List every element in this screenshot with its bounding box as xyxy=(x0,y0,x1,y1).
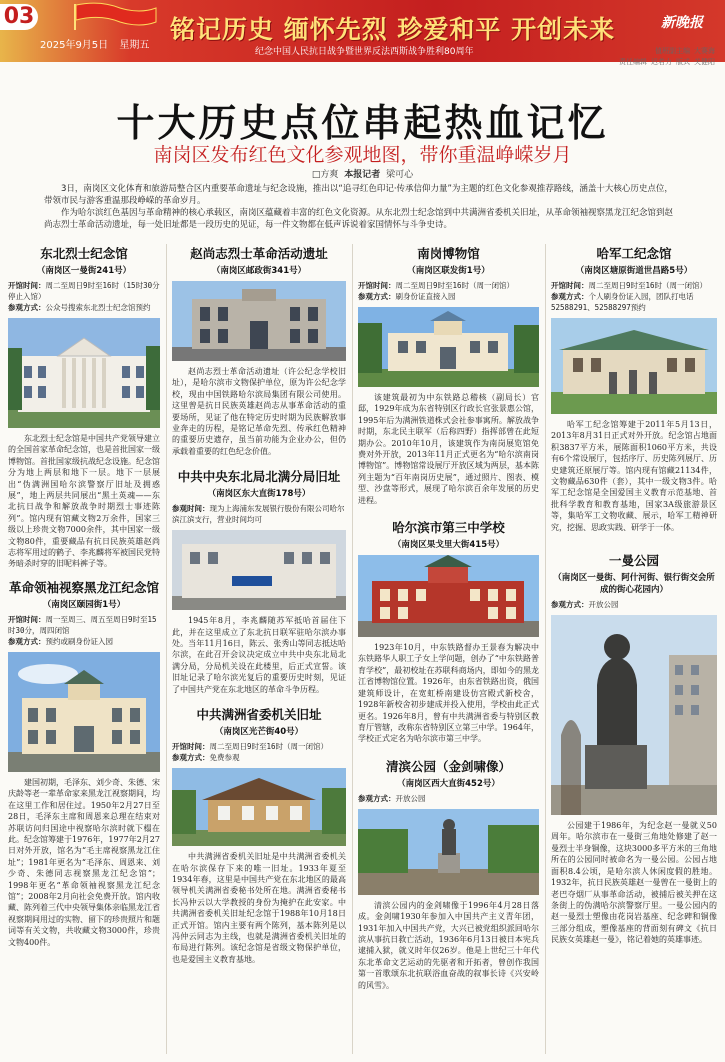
slogan: 铭记历史 缅怀先烈 珍爱和平 开创未来 xyxy=(170,15,616,44)
column-divider xyxy=(352,244,353,1054)
column-4 xyxy=(551,244,717,946)
site-block: 哈军工纪念馆 （南岗区塘原街道世昌路5号） 开馆时间：周二至周日9时至16时（周一闭馆） 参观方式：个人刷身份证入园，团队打电话52588291、52588297预约 哈军工纪念馆筹建于2011年5月13日，2013年8月31日正式对外开放。纪念馆占地面积3837平方米，展陈面积1060平方米，共设有6个常设展厅，包括序厅、历史陈列展厅、历史建筑还原展厅等。馆内现有馆藏21134件，文物藏品630件（套），其中一级文物3件。哈军工纪念馆是全国爱国主义教育示范基地、首批科学教育和教育基地，国家3A级旅游景区等，集哈军工文物收藏、展示，哈军工精神研究，挖掘、思政实践、研学于一体。 xyxy=(551,246,717,532)
committee-house-photo xyxy=(172,768,346,846)
nangang-museum-photo xyxy=(358,307,539,387)
newspaper-logo: 新晚报 xyxy=(661,15,703,31)
column-1 xyxy=(8,244,160,948)
column-2 xyxy=(172,244,346,965)
site-block: 一曼公园 （南岗区一曼街、阿什河街、银行街交会所成的街心花园内） 参观方式：开放公园 公园建于1986年，为纪念赵一曼就义50周年。哈尔滨市在一曼街三角地处修建了赵一曼烈士半身铜像，这块3000多平方米的三角地所在的公园同时被命名为一曼公园。公园占地面积8.4公顷，是哈尔滨人休闲度假的胜地。1932年，抗日民族英雄赵一曼曾在一曼街上的老巴夺烟厂从事革命活动，被捕后被关押在这条街上的伪满哈尔滨警察厅里。一曼公园内的赵一曼烈士塑像由花岗岩基座、纪念碑和铜像三部分组成，塑像基座的背面刻有碑文《抗日民族女英雄赵一曼》，铭记着她的英雄事迹。 xyxy=(551,553,717,945)
statue-park-photo xyxy=(358,809,539,895)
article-title: 十大历史点位串起热血记忆 xyxy=(116,101,609,145)
site-block: 赵尚志烈士革命活动遗址 （南岗区邮政街341号） 赵尚志烈士革命活动遗址（许公纪念学校旧址），是哈尔滨市文物保护单位，原为许公纪念学校，现由中国铁路哈尔滨局集团有限公司使用。这里曾是抗日民族英雄赵尚志从事革命活动的重要场所，见证了他在特定历史时期为民族解放事业奔走的历程，是铭记革命先烈、传承红色精神的重要历史遗存，虽当前功能为企业办公，但仍承载着重要的红色纪念价值。 xyxy=(172,246,346,456)
yiman-statue-photo xyxy=(551,615,717,815)
military-academy-photo xyxy=(551,318,717,414)
site-block: 清滨公园（金剑啸像） （南岗区西大直街452号） 参观方式：开放公园 清滨公园内的金剑啸像于1996年4月28日落成。金剑啸1930年参加入中国共产主义青年团，1931年加入中国共产党，大兴已被党组织派回哈尔滨从事抗日救亡活动，1936年6月13日被日本宪兵逮捕入狱，就义时年仅26岁。他是上世纪三十年代东北革命文艺运动的先驱者和开拓者，曾创作我国第一首歌颂东北抗联浴血奋战的叙事长诗《兴安岭的风雪》。 xyxy=(358,758,539,990)
third-middle-school-photo xyxy=(358,555,539,637)
flag-icon xyxy=(70,2,160,32)
site-block: 中共中央东北局北满分局旧址 （南岗区东大直街178号） 参观时间：现为上海浦东发展银行股份有限公司哈尔滨江滨支行，营业时间均可 1945年8月，李兆麟随苏军抵哈首届住下此，并在这里成立了东北抗日联军驻哈尔滨办事处。当年11月16日，陈云、张秀山等同志抵达哈尔滨，在此召开会议决定成立中共中央东北局北满分局，分局机关设在此楼里，后正式宣誓。该旧址记录了哈尔滨光复后的重要历史时刻，见证了中国共产党在东北地区的革命斗争历程。 xyxy=(172,469,346,694)
editors: 值班副主编 大赛海 责任编辑 迟若力 版式 关健阳 xyxy=(619,47,715,66)
column-3 xyxy=(358,244,539,991)
page-number: 03 xyxy=(0,4,38,30)
site-block: 南岗博物馆 （南岗区联发街1号） 开馆时间：周二至周日9时至16时（周一闭馆） 参观方式：刷身份证直接入园 该建筑最初为中东铁路总稽核（副局长）官邸，1929年成为东省特别区行政长官张景惠公馆，1995年后为满洲铁道株式会社参事寓所。解放战争时期，东北民主联军（后称四野）指挥部曾在此短期办公。2010年10月，该建筑作为南岗展览馆免费对外开放，2013年11月正式更名为“哈尔滨南岗博物馆”。博物馆常设展厅开放区域为两层，基本陈列主题为“百年南岗历史展”，通过照片、图表、模型、沙盘等形式，展现了哈尔滨百余年发展的历史进程。 xyxy=(358,246,539,505)
museum-photo xyxy=(8,318,160,428)
site-block: 革命领袖视察黑龙江纪念馆 （南岗区颐园街1号） 开馆时间：周一至周三、周五至周日9时至15时30分，周四闭馆 参观方式：预约或刷身份证入园 建国初期，毛泽东、刘少奇、朱德、宋庆龄等老一辈革命家来黑龙江视察期间，均在这里工作和居住过。1950年2月27日至28日，毛泽东主席和周恩来总理在结束对苏联访问归国途中视察哈尔滨时就下榻在此。纪念馆筹建于1976年，1977年2月27日对外开放，馆名为“毛主席视察黑龙江住址”；1981年更名为“毛泽东、周恩来、刘少奇、朱德同志视察黑龙江纪念馆”；1998年更名“革命领袖视察黑龙江纪念馆”；2008年2月向社会免费开放。馆内收藏、陈列着三代中央领导集体亲临黑龙江省视察期间用过的实物、留下的珍贵照片和题词等有关文物，共收藏文物3000件，珍贵文物400件。 xyxy=(8,579,160,947)
school-building-photo xyxy=(172,281,346,361)
date-line xyxy=(40,36,157,51)
site-block: 中共满洲省委机关旧址 （南岗区光芒街40号） 开馆时间：周二至周日9时至16时（周一闭馆） 参观方式：免费参观 中共满洲省委机关旧址是中共满洲省委机关在哈尔滨保存下来的唯一旧址。1933年夏至1934年春，这里是中国共产党在东北地区的最高领导机关满洲省委秘书处所在地。满洲省委秘书长冯仲云以大学教授的身份为掩护在此安家。中共满洲省委机关旧址纪念馆于1988年10月18日正式开馆。馆内主要有两个陈列，基本陈列是以冯仲云同志为主线，也就是满洲省委机关旧址的布局进行陈列。该纪念馆是省级文物保护单位，也是爱国主义教育基地。 xyxy=(172,707,346,964)
issue-date: 2025年9月5日 xyxy=(40,40,109,51)
sub-slogan: 纪念中国人民抗日战争暨世界反法西斯战争胜利80周年 xyxy=(255,47,474,57)
article-subtitle: 南岗区发布红色文化参观地图，带你重温峥嵘岁月 xyxy=(153,144,572,166)
site-block: 哈尔滨市第三中学校 （南岗区果戈里大街415号） 1923年10月，中东铁路督办王景春为解决中东铁路华人职工子女上学问题，创办了“中东铁路普育学校”，最初校址在苏联科商场内，即如今的黑龙江省博物馆位置。1926年，由东省铁路出资，俄国建筑师设计，在宽虹桥南建设仿宫殿式新校舍，1928年新校舍初步建成并投入使用，学校由此正式更名。1926年8月，曾有中共满洲省委与特别区教育厅管辖，改称东省特别区立第三中学。1964年，学校正式定名为哈尔滨市第三中学。 xyxy=(358,520,539,744)
site-block: 东北烈士纪念馆 （南岗区一曼街241号） 开馆时间：周二至周日9时至16时（15时30分停止入馆） 参观方式：公众号搜索东北烈士纪念馆预约 东北烈士纪念馆是中国共产党领导建立的全国首家革命纪念馆，也是首批国家一级博物馆。首批国家级抗战纪念设施。纪念馆分为地上两层和地下一层。地下一层展出“伪满洲国哈尔滨警察厅旧址及拥惑展”，地上两层共同展出“黑土英魂——东北抗日战争和解放战争时期烈士事迹陈列”。馆内现有馆藏文物2万余件，国家三级以上珍贵文物7000余件，其中国家一级文物80件，重要藏品有抗日民族英雄赵尚志将军用过的鹤子、李兆麟将军被国民党特务暗杀时穿的旧呢料裤子等。 xyxy=(8,246,160,569)
issue-weekday: 星期五 xyxy=(119,40,150,51)
column-divider xyxy=(545,244,546,1054)
column-divider xyxy=(166,244,167,1054)
article-intro: 3日，南岗区文化体育和旅游局整合区内重要革命遗址与纪念设施，推出以“追寻红色印记·传承信仰力量”为主题的红色文化参观推荐路线，涵盖十大核心历史点位，带领市民与游客重温那段峥嵘的革命岁月。 作为哈尔滨红色基因与革命精神的核心承载区，南岗区蕴藏着丰富的红色文化资源。从东北烈士纪念馆到中共满洲省委机关旧址，从革命领袖视察黑龙江纪念馆到赵尚志烈士革命活动遗址，每一处旧址都是一段历史的见证，每一件文物都在低声诉说着家国情怀与斗争史诗。 xyxy=(44,184,674,230)
byline: □方爽 本报记者 梁可心 xyxy=(311,170,414,180)
bureau-building-photo xyxy=(172,530,346,610)
memorial-hall-photo xyxy=(8,652,160,772)
